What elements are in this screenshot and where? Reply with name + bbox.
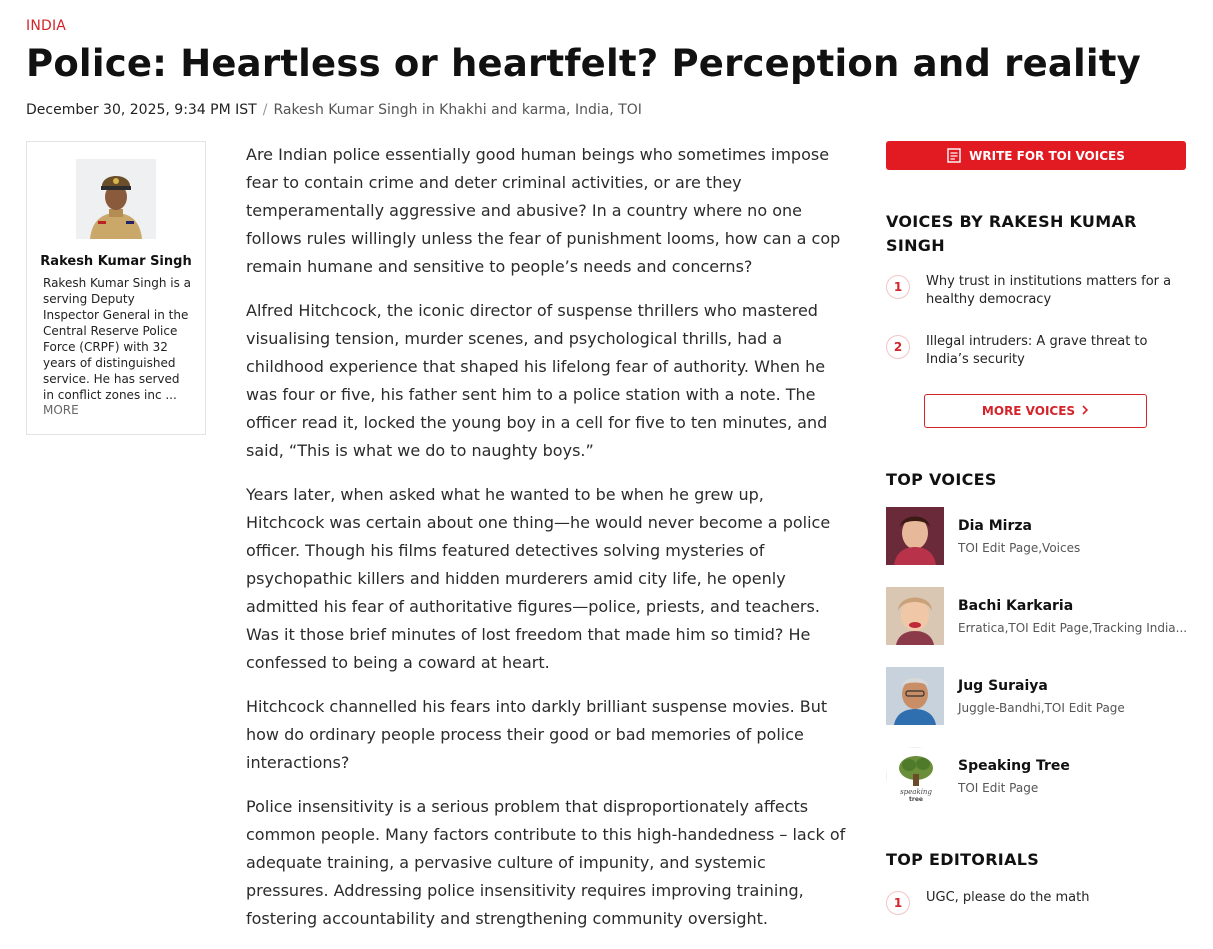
- article-paragraph: Alfred Hitchcock, the iconic director of suspense thrillers who mastered visualising tension, murder scenes, and psychological thrills, had a childhood experience that shaped his lifelong fear of authority. When he was four or five, his father sent him to a police station with a note. The officer read it, locked the young boy in a cell for five to ten minutes, and said, “This is what we do to naughty boys.”: [246, 301, 828, 460]
- list-item[interactable]: [886, 507, 1186, 587]
- voice-title[interactable]: Why trust in institutions matters for a healthy democracy: [926, 274, 1172, 307]
- author-card: [26, 141, 206, 435]
- more-voices-label: MORE VOICES: [981, 404, 1076, 418]
- avatar[interactable]: [886, 507, 944, 565]
- byline: [26, 102, 642, 118]
- top-editorials-list: [886, 889, 1186, 949]
- voice-author-name[interactable]: Dia Mirza: [958, 518, 1032, 534]
- top-voices-heading: TOP VOICES: [886, 470, 997, 489]
- top-editorials-heading: TOP EDITORIALS: [886, 850, 1040, 869]
- voice-author-name[interactable]: Speaking Tree: [958, 758, 1070, 774]
- list-item[interactable]: [886, 747, 1186, 827]
- top-voices-list: [886, 507, 1186, 827]
- voice-categories: TOI Edit Page: [958, 781, 1039, 795]
- list-item[interactable]: [886, 333, 1186, 393]
- author-more-link[interactable]: MORE: [43, 403, 79, 417]
- voice-categories: TOI Edit Page,Voices: [958, 541, 1081, 555]
- voice-categories: Juggle-Bandhi,TOI Edit Page: [958, 701, 1125, 715]
- article-paragraph: Years later, when asked what he wanted to be when he grew up, Hitchcock was certain about one thing—he would never become a police officer. Though his films featured detectives solving mysteries of psychopathic killers and hidden murderers amid city life, he openly admitted his fear of authoritative figures—police, priests, and teachers. Was it those brief minutes of lost freedom that made him so timid? He confessed to being a coward at heart.: [246, 485, 831, 672]
- avatar[interactable]: [886, 667, 944, 725]
- list-item[interactable]: [886, 889, 1186, 949]
- voice-title[interactable]: Illegal intruders: A grave threat to India’s security: [926, 334, 1148, 367]
- write-button-label: WRITE FOR TOI VOICES: [969, 148, 1125, 163]
- author-name[interactable]: Rakesh Kumar Singh: [40, 254, 192, 269]
- article-headline: Police: Heartless or heartfelt? Perception and reality: [26, 42, 1142, 85]
- list-item[interactable]: [886, 587, 1186, 667]
- rank-number: 1: [886, 275, 910, 299]
- article-paragraph: Are Indian police essentially good human beings who sometimes impose fear to contain crime and deter criminal activities, or are they temperamentally aggressive and abusive? In a country where no one follows rules willingly unless the fear of punishment looms, how can a cop remain humane and sensitive to people’s needs and concerns?: [246, 145, 841, 276]
- voices-by-author-heading: VOICES BY RAKESH KUMAR SINGH: [886, 212, 1137, 255]
- author-voices-list: [886, 273, 1186, 393]
- byline-separator: /: [262, 102, 268, 118]
- voice-author-name[interactable]: Bachi Karkaria: [958, 598, 1074, 614]
- author-avatar[interactable]: [76, 159, 156, 239]
- article-paragraph: Police insensitivity is a serious problem that disproportionately affects common people. Many factors contribute to this high-handedness – lack of adequate training, a pervasive culture of impunity, and systemic pressures. Addressing police insensitivity requires improving training, fostering accountability and strengthening community oversight.: [246, 797, 846, 928]
- speaking-tree-logo[interactable]: [886, 747, 944, 805]
- author-bio: Rakesh Kumar Singh is a serving Deputy Inspector General in the Central Reserve Police Force (CRPF) with 32 years of distinguished service. He has served in conflict zones inc ...: [43, 276, 192, 402]
- rank-number: 2: [886, 335, 910, 359]
- pen-document-icon: [947, 148, 961, 163]
- svg-text:tree: tree: [909, 796, 923, 803]
- chevron-right-icon: [1081, 404, 1089, 418]
- list-item[interactable]: [886, 273, 1186, 333]
- editorial-title[interactable]: UGC, please do the math: [926, 890, 1090, 905]
- more-voices-button[interactable]: [924, 394, 1147, 428]
- rank-number: 1: [886, 891, 910, 915]
- write-for-toi-voices-button[interactable]: [886, 141, 1186, 170]
- list-item[interactable]: [886, 667, 1186, 747]
- svg-text:speaking: speaking: [900, 788, 932, 796]
- voice-author-name[interactable]: Jug Suraiya: [958, 678, 1048, 694]
- article-paragraph: Hitchcock channelled his fears into darkly brilliant suspense movies. But how do ordinary people process their good or bad memories of police interactions?: [246, 697, 828, 772]
- publish-date: December 30, 2025, 9:34 PM IST: [26, 102, 257, 118]
- article-body: [246, 141, 846, 949]
- section-tag[interactable]: INDIA: [26, 18, 67, 34]
- avatar[interactable]: [886, 587, 944, 645]
- voice-categories: Erratica,TOI Edit Page,Tracking India...: [958, 621, 1188, 635]
- author-line[interactable]: Rakesh Kumar Singh in Khakhi and karma, India, TOI: [273, 102, 642, 118]
